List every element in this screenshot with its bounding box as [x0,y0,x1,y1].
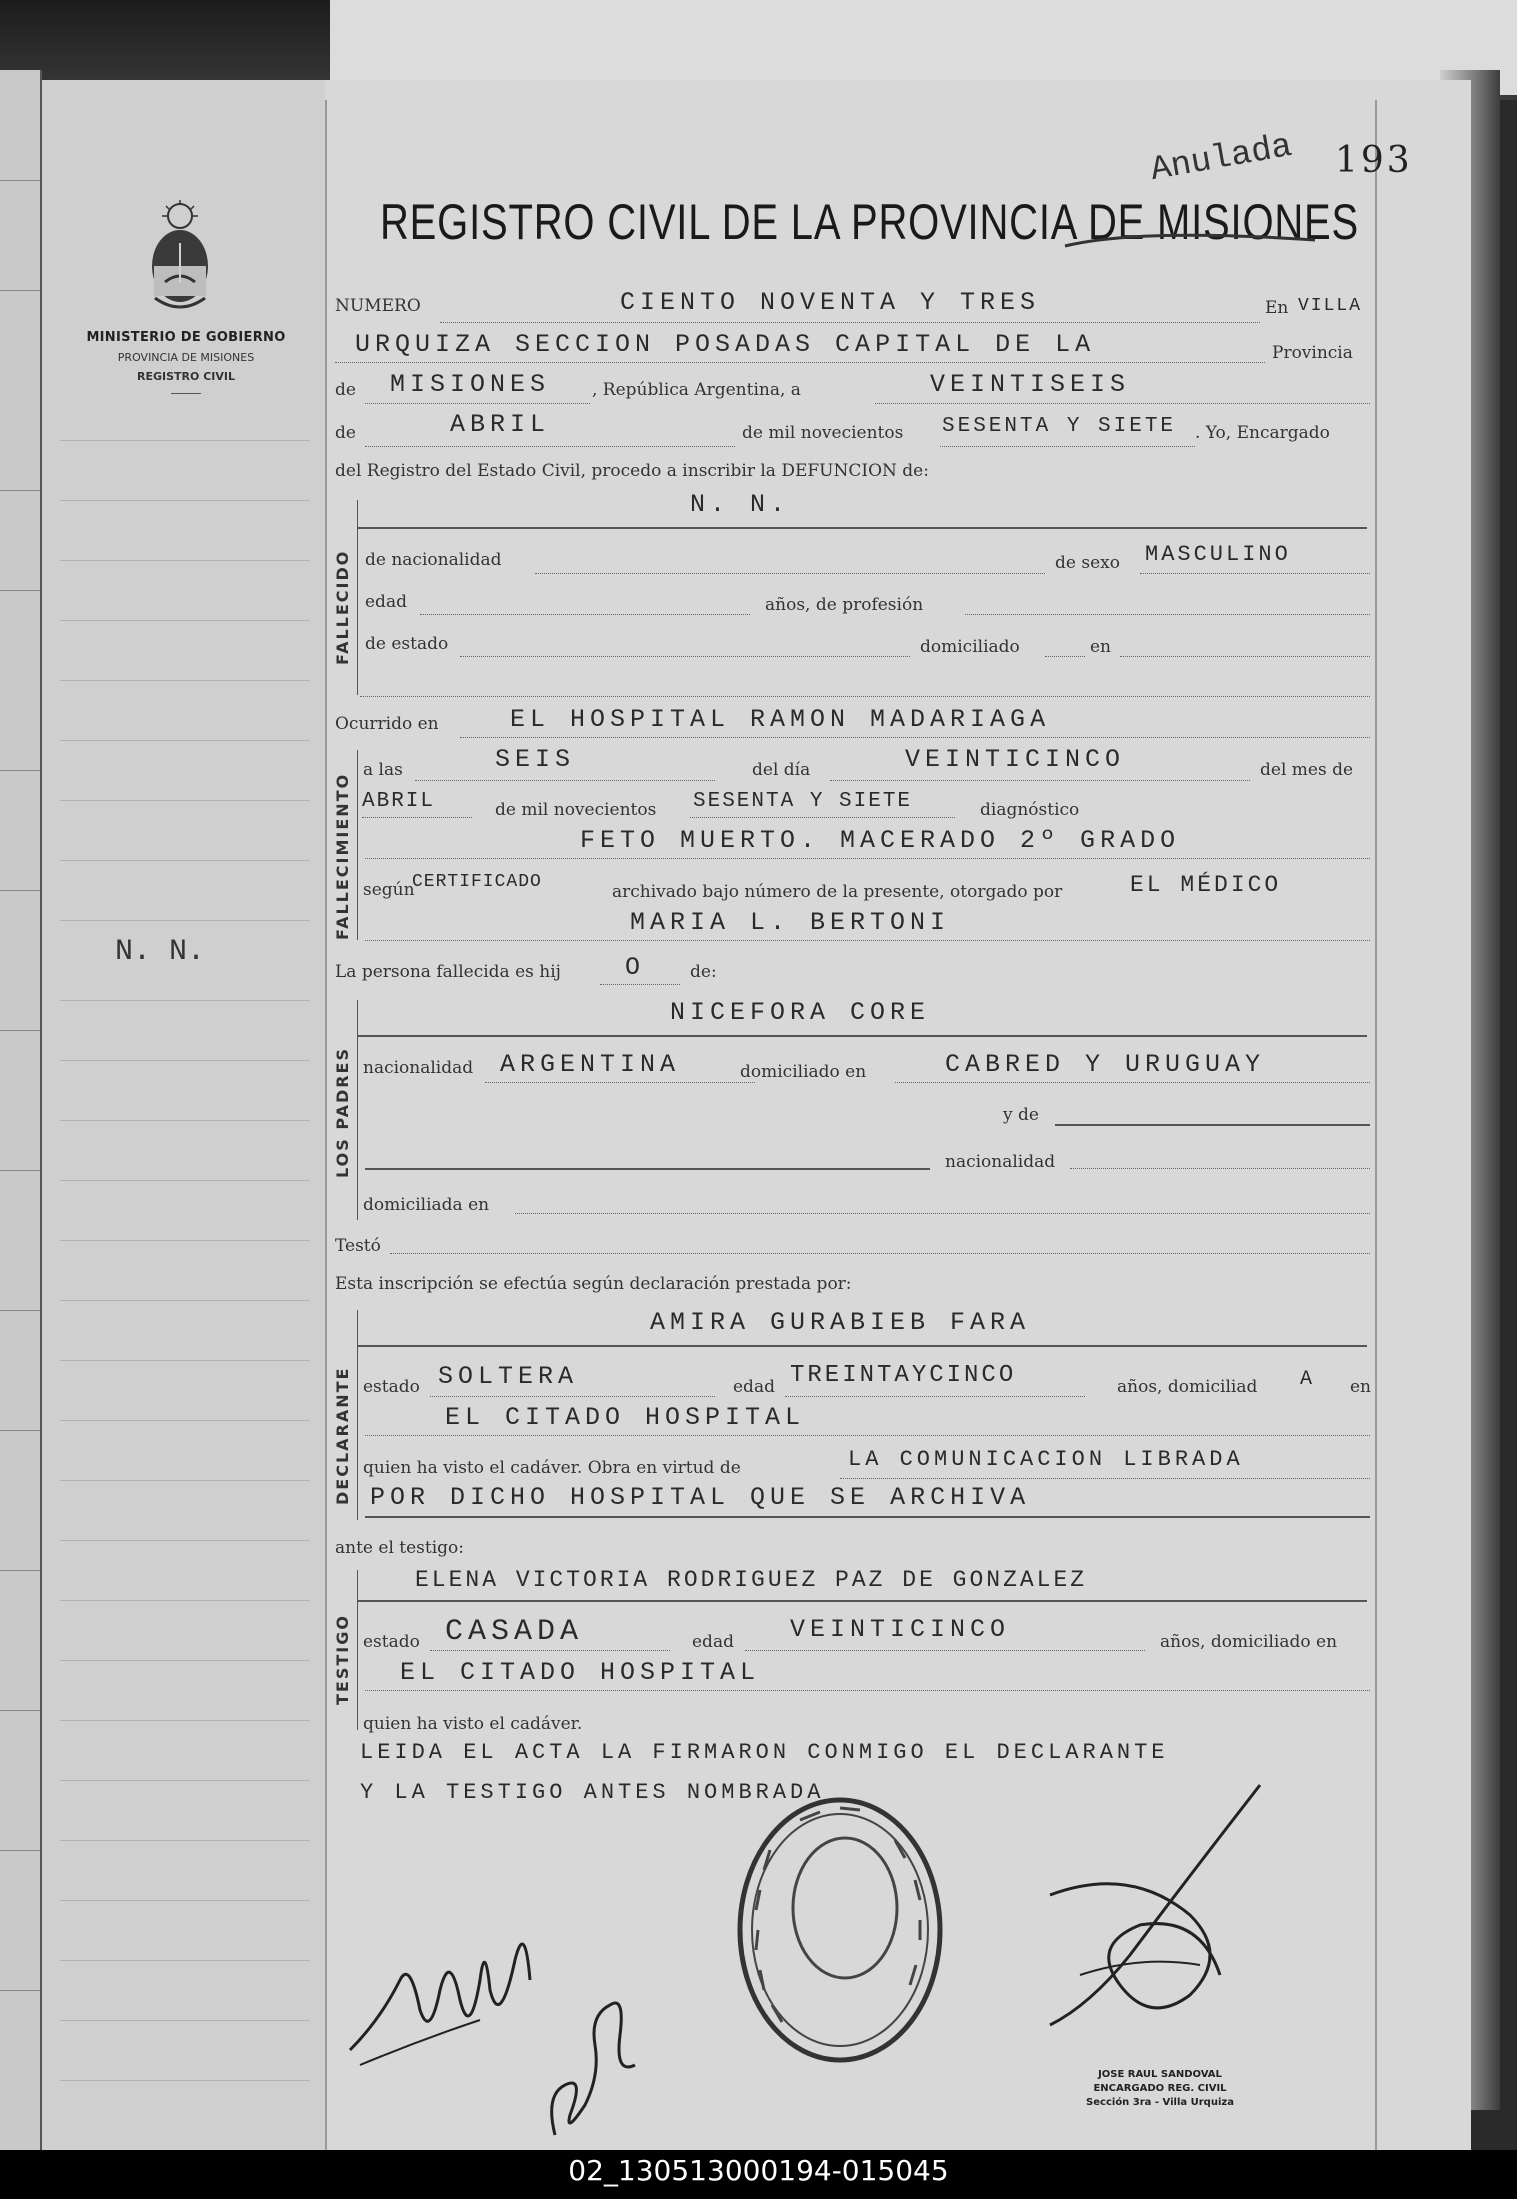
domiciliado-value: CABRED Y URUGUAY [945,1050,1266,1079]
margin-ruled-line [60,1120,310,1121]
ministry-line1: MINISTERIO DE GOBIERNO [86,330,286,345]
fallecimiento-side-label: FALLECIMIENTO [333,772,352,940]
obra-value: LA COMUNICACION LIBRADA [848,1447,1244,1472]
hijo-label: La persona fallecida es hij [335,962,561,982]
officer-section: Sección 3ra - Villa Urquiza [1086,2097,1234,2108]
edad-label: edad [365,592,407,612]
provincia-value: MISIONES [390,370,551,399]
hora-value: SEIS [495,745,576,774]
declarante-anios-suffix: A [1300,1368,1318,1391]
domicilio-label: domiciliado [920,637,1020,657]
declarante-estado-label: estado [363,1377,420,1397]
margin-ruled-line [60,1900,310,1901]
sexo-label: de sexo [1055,553,1120,573]
margin-ruled-line [60,1360,310,1361]
declarante-domicilio-value: EL CITADO HOSPITAL [445,1403,806,1432]
numero-value: CIENTO NOVENTA Y TRES [620,288,1041,317]
ministry-line2: PROVINCIA DE MISIONES [117,351,255,364]
yde-label: y de [1003,1105,1039,1125]
margin-ruled-line [60,1960,310,1961]
anios-label: años, de profesión [765,595,924,615]
delmes-label: del mes de [1260,760,1354,780]
numero-label: NUMERO [335,296,421,316]
sexo-value: MASCULINO [1145,542,1291,567]
nacionalidad-label: de nacionalidad [365,550,502,570]
declarante-en-label: en [1350,1377,1372,1397]
provincia-label: Provincia [1272,343,1353,363]
testigo-side-label: TESTIGO [333,1614,352,1705]
coat-of-arms-icon [145,198,215,316]
fallecido-side-label: FALLECIDO [333,549,352,665]
margin-ruled-line [60,440,310,441]
cierre-linea-2: Y LA TESTIGO ANTES NOMBRADA [360,1780,825,1805]
republica-label: , República Argentina, a [592,380,801,400]
yo-label: . Yo, Encargado [1195,423,1330,443]
margin-ruled-line [60,620,310,621]
testo-label: Testó [335,1236,381,1256]
diagnostico-value: FETO MUERTO. MACERADO 2º GRADO [580,826,1181,855]
margin-ruled-line [60,1660,310,1661]
margin-ruled-line [60,500,310,501]
estado-label: de estado [365,634,449,654]
margin-ruled-line [60,1240,310,1241]
nacionalidad-padres-label: nacionalidad [363,1058,474,1078]
nacionalidad2-label: nacionalidad [945,1152,1056,1172]
signature-officer [990,1775,1280,2065]
testigo-nombre: ELENA VICTORIA RODRIGUEZ PAZ DE GONZALEZ [415,1567,1088,1593]
margin-ruled-line [60,920,310,921]
quien-label: quien ha visto el cadáver. Obra en virtud de [363,1458,741,1478]
margin-ruled-line [60,1300,310,1301]
de-label-2: de [335,423,356,443]
margin-ruled-line [60,2080,310,2081]
ocurrido-label: Ocurrido en [335,714,439,734]
declarante-edad-label: edad [733,1377,775,1397]
title-strikethrough [1060,218,1320,258]
ante-label: ante el testigo: [335,1538,465,1558]
signature-witness [525,1975,665,2150]
archivado-label: archivado bajo número de la presente, otorgado por [612,882,1063,902]
obra-value-2: POR DICHO HOSPITAL QUE SE ARCHIVA [370,1483,1031,1512]
testigo-estado-label: estado [363,1632,420,1652]
segun-label: según [363,880,415,900]
fecha-anio-value: SESENTA Y SIETE [942,415,1177,438]
margin-ruled-line [60,740,310,741]
en-label: En [1265,298,1289,318]
margin-rule [325,100,327,2150]
ministry-header [55,330,317,394]
image-caption: 02_130513000194-015045 [568,2154,949,2187]
margin-ruled-line [60,2020,310,2021]
en-value: VILLA [1298,296,1363,316]
officer-name: JOSE RAUL SANDOVAL [1098,2069,1222,2080]
fallecido-nombre: N. N. [690,490,791,519]
declarante-nombre: AMIRA GURABIEB FARA [650,1308,1031,1337]
fallecimiento-anio-value: SESENTA Y SIETE [693,790,913,813]
margin-ruled-line [60,860,310,861]
medico-value: MARIA L. BERTONI [630,908,951,937]
nacionalidad-padres-value: ARGENTINA [500,1050,681,1079]
margin-ruled-line [60,1540,310,1541]
domiciliada-label: domiciliada en [363,1195,490,1215]
margin-ruled-line [60,1180,310,1181]
margin-ruled-line [60,1000,310,1001]
testigo-edad-label: edad [692,1632,734,1652]
padres-side-label: LOS PADRES [333,1046,352,1178]
page-number: 193 [1335,140,1413,181]
declarante-edad-value: TREINTAYCINCO [790,1362,1017,1389]
registro-label: del Registro del Estado Civil, procedo a inscribir la DEFUNCION de: [335,461,929,481]
de-label: de [335,380,356,400]
alas-label: a las [363,760,403,780]
fallecimiento-dia-value: VEINTICINCO [905,745,1126,774]
localidad-value: URQUIZA SECCION POSADAS CAPITAL DE LA [355,330,1096,359]
diagnostico-label: diagnóstico [980,800,1080,820]
officer-title: ENCARGADO REG. CIVIL [1093,2083,1227,2094]
otorgado-value: EL MÉDICO [1130,872,1282,898]
testigo-anios-label: años, domiciliado en [1160,1632,1338,1652]
mil-label: de mil novecientos [742,423,904,443]
margin-ruled-line [60,1600,310,1601]
margin-ruled-line [60,680,310,681]
fallecimiento-mil-label: de mil novecientos [495,800,657,820]
margin-ruled-line [60,560,310,561]
declarante-estado-value: SOLTERA [438,1362,579,1391]
hijo-suffix: O [625,953,646,982]
certificado-value: CERTIFICADO [412,872,542,892]
cierre-linea-1: LEIDA EL ACTA LA FIRMARON CONMIGO EL DECLARANTE [360,1740,1169,1765]
margin-note: N. N. [115,935,206,969]
testigo-quien-label: quien ha visto el cadáver. [363,1714,583,1734]
ocurrido-value: EL HOSPITAL RAMON MADARIAGA [510,705,1051,734]
adjacent-page [0,70,42,2150]
declarante-side-label: DECLARANTE [333,1366,352,1505]
margin-ruled-line [60,1840,310,1841]
testigo-edad-value: VEINTICINCO [790,1615,1011,1644]
margin-ruled-line [60,800,310,801]
right-margin-rule [1375,100,1377,2150]
domiciliado-label: domiciliado en [740,1062,867,1082]
madre-nombre: NICEFORA CORE [670,998,931,1027]
officer-stamp [1030,2068,1290,2110]
margin-ruled-line [60,1480,310,1481]
en-label: en [1090,637,1112,657]
padres-de-label: de: [690,962,717,982]
fallecimiento-mes-value: ABRIL [362,790,436,813]
deldia-label: del día [752,760,811,780]
margin-ruled-line [60,1420,310,1421]
margin-ruled-line [60,1720,310,1721]
official-seal-stamp [730,1790,950,2070]
margin-ruled-line [60,1780,310,1781]
declaracion-intro: Esta inscripción se efectúa según declaración prestada por: [335,1274,852,1294]
testigo-estado-value: CASADA [445,1615,584,1649]
ministry-line3: REGISTRO CIVIL [137,370,235,383]
title-annotation: Anulada [1147,127,1296,191]
page-title: REGISTRO CIVIL DE LA PROVINCIA DE MISIONES [380,194,1360,250]
fecha-dia-value: VEINTISEIS [930,370,1131,399]
fecha-mes-value: ABRIL [450,410,551,439]
declarante-anios-label: años, domiciliad [1117,1377,1258,1397]
margin-ruled-line [60,1060,310,1061]
testigo-domicilio-value: EL CITADO HOSPITAL [400,1658,761,1687]
